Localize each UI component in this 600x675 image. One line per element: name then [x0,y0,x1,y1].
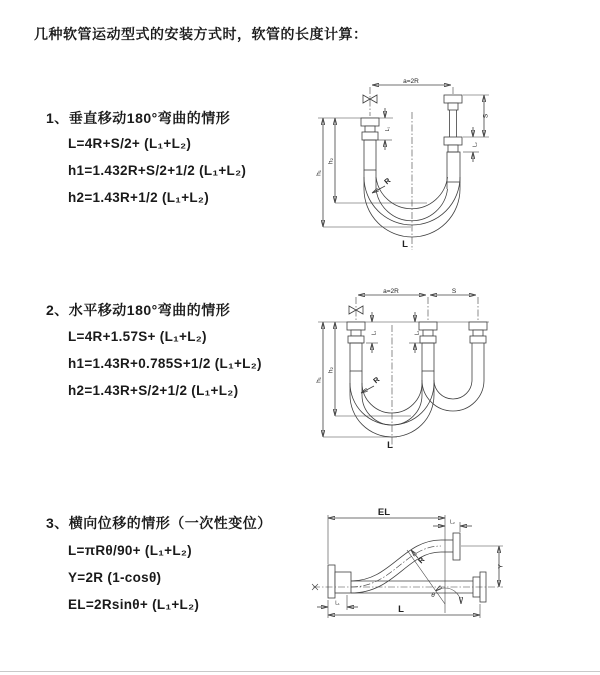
d1-dim-label-a2r: a=2R [403,78,419,85]
d2-dim-label-h1: h₁ [315,377,323,383]
d3-flanges-and-pipe [312,533,503,602]
section-1-formula-L: L=4R+S/2+ (L₁+L₂) [68,136,192,151]
d1-length-label: L [402,239,408,250]
d3-dimension-lines [317,515,503,618]
d3-dim-label-l1: L₁ [335,600,340,607]
section-3-formula-L: L=πRθ/90+ (L₁+L₂) [68,543,192,558]
diagram-lateral-displacement [295,500,595,645]
section-2-formula-h2: h2=1.43R+S/2+1/2 (L₁+L₂) [68,383,239,398]
section-2-formula-L: L=4R+1.57S+ (L₁+L₂) [68,329,207,344]
page-bottom-rule [0,671,600,672]
d2-length-label: L [387,440,393,451]
d1-pipe-fittings [361,95,462,182]
page-title: 几种软管运动型式的安装方式时，软管的长度计算： [34,26,368,42]
d2-radius-label: R [371,374,382,386]
d3-radius-label: R [416,555,427,566]
d1-dim-label-h2: h₂ [327,157,335,165]
d3-hose-curves [351,540,441,593]
section-2-heading: 2、水平移动180°弯曲的情形 [46,302,231,318]
section-3-formula-Y: Y=2R (1-cosθ) [68,570,162,585]
d1-dimension-lines [315,85,489,227]
d3-dim-label-el: EL [377,507,391,518]
d2-hose-curves [350,325,484,449]
d2-dim-label-s: S [451,287,457,295]
d1-dim-label-l2: L₂ [472,142,479,147]
d1-dim-label-l1: L₁ [385,126,391,132]
d3-angle-label: θ [431,592,435,599]
d3-dim-label-l2: L₂ [450,519,455,526]
section-1-formula-h1: h1=1.432R+S/2+1/2 (L₁+L₂) [68,163,247,178]
diagram-horizontal-180-bend [315,283,595,458]
d2-dimension-lines [315,295,489,437]
section-2-formula-h1: h1=1.43R+0.785S+1/2 (L₁+L₂) [68,356,262,371]
section-3-heading: 3、横向位移的情形（一次性变位） [46,515,272,531]
section-1-formula-h2: h2=1.43R+1/2 (L₁+L₂) [68,190,210,205]
d1-dim-label-h1: h₁ [315,170,323,176]
section-3-formula-EL: EL=2Rsinθ+ (L₁+L₂) [68,597,200,612]
d3-dim-label-y: Y [497,564,505,569]
section-1-heading: 1、垂直移动180°弯曲的情形 [46,110,231,126]
diagram-vertical-180-bend [315,70,595,260]
d2-dim-label-l1: L₁ [371,330,378,336]
d2-pipe-fittings [347,322,487,371]
d2-dim-label-l2: L₂ [414,330,421,336]
d1-dim-label-s: S [482,113,490,119]
d1-radius-label: R [382,175,393,187]
d2-dim-label-h2: h₂ [327,366,335,374]
d3-length-label: L [398,604,404,615]
d2-dim-label-a2r: a=2R [383,287,399,295]
